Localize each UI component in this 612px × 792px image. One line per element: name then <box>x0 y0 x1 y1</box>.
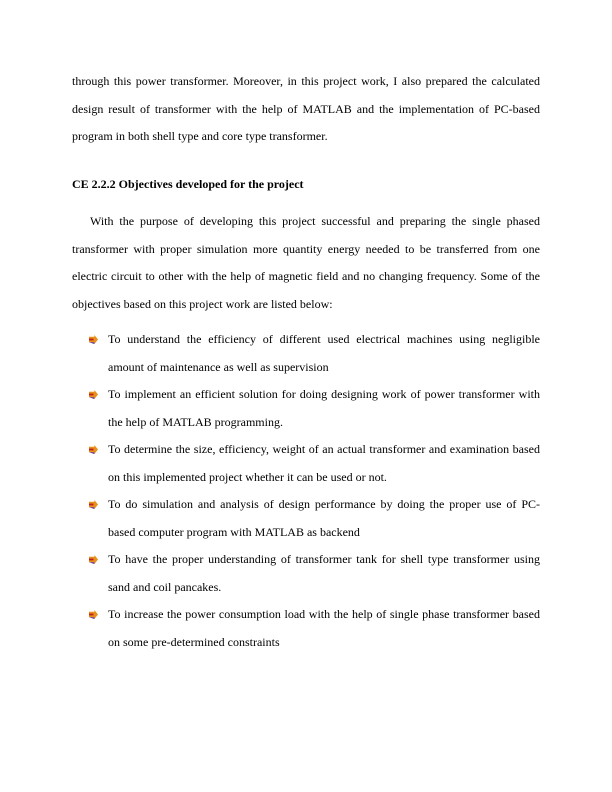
body-paragraph: With the purpose of developing this project successful and preparing the single phased transformer with proper simulation more quantity energy needed to be transferred from one electric circuit to other with the help of magnetic field and no changing frequency. Some of the objectives based on this project work are listed below: <box>72 214 540 311</box>
objective-text: To increase the power consumption load with the help of single phase transformer based on some pre-determined constraints <box>108 607 540 649</box>
objective-text: To understand the efficiency of different used electrical machines using negligible amount of maintenance as well as supervision <box>108 332 540 374</box>
arrow-bullet-icon <box>89 390 98 399</box>
objective-text: To have the proper understanding of transformer tank for shell type transformer using sand and coil pancakes. <box>108 552 540 594</box>
list-item <box>72 546 540 601</box>
arrow-bullet-icon <box>89 555 98 564</box>
objectives-list <box>72 326 540 656</box>
objective-text: To do simulation and analysis of design performance by doing the proper use of PC-based computer program with MATLAB as backend <box>108 497 540 539</box>
intro-paragraph: through this power transformer. Moreover, in this project work, I also prepared the calculated design result of transformer with the help of MATLAB and the implementation of PC-based program in both shell type and core type transformer. <box>72 74 540 143</box>
arrow-bullet-icon <box>89 335 98 344</box>
list-item <box>72 601 540 656</box>
objective-text: To determine the size, efficiency, weight of an actual transformer and examination based on this implemented project whether it can be used or not. <box>108 442 540 484</box>
arrow-bullet-icon <box>89 445 98 454</box>
page-content <box>72 68 540 656</box>
arrow-bullet-icon <box>89 610 98 619</box>
objective-text: To implement an efficient solution for doing designing work of power transformer with the help of MATLAB programming. <box>108 387 540 429</box>
list-item <box>72 436 540 491</box>
list-item <box>72 491 540 546</box>
list-item <box>72 381 540 436</box>
list-item <box>72 326 540 381</box>
arrow-bullet-icon <box>89 500 98 509</box>
section-heading: CE 2.2.2 Objectives developed for the project <box>72 176 304 191</box>
